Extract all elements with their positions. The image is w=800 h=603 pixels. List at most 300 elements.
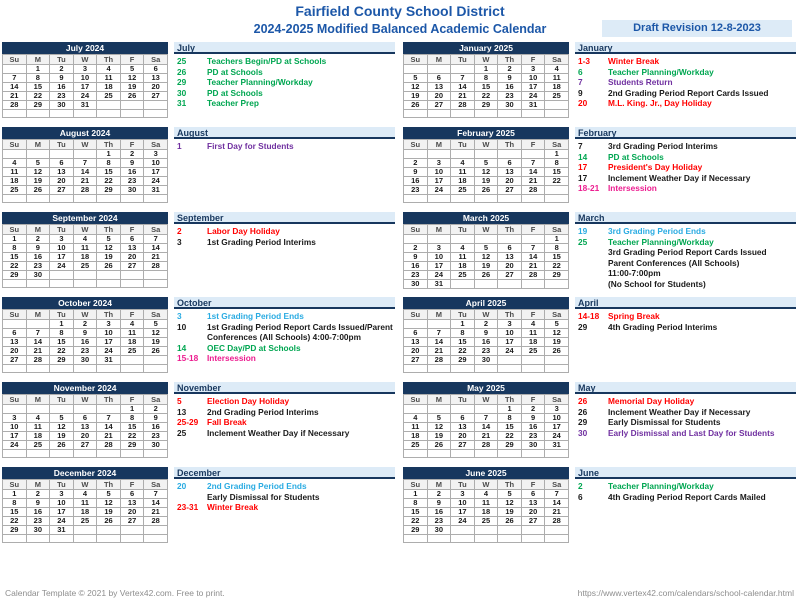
- empty-cell: [120, 526, 144, 535]
- date-cell: 28: [474, 441, 498, 450]
- date-cell: 24: [97, 347, 121, 356]
- month-events: [174, 382, 395, 461]
- event-date: 29: [578, 321, 588, 332]
- weekday-header-row: [3, 480, 168, 490]
- event-row: [575, 98, 796, 109]
- event-date: 14: [177, 342, 187, 353]
- empty-cell: [498, 526, 522, 535]
- date-cell: 28: [545, 517, 569, 526]
- highlighted-date-cell: 31: [73, 101, 97, 110]
- event-row: [575, 162, 796, 173]
- empty-cell: [50, 195, 74, 203]
- weekday-header-cell: Sa: [545, 395, 569, 405]
- empty-cell: [474, 450, 498, 458]
- event-date: 5: [177, 396, 182, 406]
- date-cell: 4: [73, 490, 97, 499]
- week-row: [3, 365, 168, 373]
- date-cell: 6: [521, 490, 545, 499]
- month-title: December 2024: [2, 467, 168, 479]
- weekday-header-cell: W: [73, 310, 97, 320]
- date-cell: 26: [97, 262, 121, 271]
- month-grid: [403, 394, 569, 458]
- date-cell: 22: [26, 92, 50, 101]
- weekday-header-cell: Tu: [451, 480, 475, 490]
- date-cell: 15: [404, 508, 428, 517]
- date-cell: 7: [427, 329, 451, 338]
- month-events: [174, 127, 395, 206]
- highlighted-date-cell: 16: [73, 338, 97, 347]
- date-cell: 9: [521, 414, 545, 423]
- event-row: [174, 343, 395, 354]
- event-date: 23-31: [177, 502, 199, 513]
- date-cell: 21: [144, 253, 168, 262]
- highlighted-date-cell: 1: [474, 65, 498, 74]
- date-cell: 5: [404, 74, 428, 83]
- date-cell: 20: [50, 177, 74, 186]
- date-cell: 1: [545, 235, 569, 244]
- month-title: March 2025: [403, 212, 569, 224]
- week-row: [3, 195, 168, 203]
- week-row: [3, 356, 168, 365]
- month-weeks: [404, 405, 569, 458]
- events-list: [575, 394, 796, 438]
- date-cell: 18: [73, 508, 97, 517]
- date-cell: 7: [521, 244, 545, 253]
- event-date: 2: [177, 226, 182, 236]
- date-cell: 12: [97, 499, 121, 508]
- events-list: [575, 224, 796, 290]
- date-cell: 14: [545, 499, 569, 508]
- month-calendar: [403, 382, 569, 461]
- date-cell: 26: [474, 186, 498, 195]
- date-cell: 3: [545, 405, 569, 414]
- event-date: 26: [578, 406, 588, 417]
- empty-cell: [73, 195, 97, 203]
- month-title: September 2024: [2, 212, 168, 224]
- date-cell: 23: [144, 432, 168, 441]
- weekday-header-cell: W: [73, 480, 97, 490]
- date-cell: 19: [97, 508, 121, 517]
- week-row: [404, 535, 569, 543]
- empty-cell: [474, 535, 498, 543]
- month-grid: [403, 54, 569, 118]
- date-cell: 25: [451, 186, 475, 195]
- weekday-header-cell: M: [26, 140, 50, 150]
- event-text: Intersession: [207, 353, 256, 364]
- empty-cell: [521, 195, 545, 203]
- page-header: [0, 0, 800, 40]
- empty-cell: [545, 356, 569, 365]
- date-cell: 11: [404, 423, 428, 432]
- empty-cell: [50, 271, 74, 280]
- date-cell: 23: [498, 92, 522, 101]
- event-row: [174, 396, 395, 407]
- month-title: October 2024: [2, 297, 168, 309]
- event-date: 14-18: [578, 311, 600, 321]
- date-cell: 22: [120, 432, 144, 441]
- event-row: [575, 247, 796, 258]
- date-cell: 1: [120, 405, 144, 414]
- date-cell: 16: [26, 508, 50, 517]
- event-text: M.L. King. Jr., Day Holiday: [608, 98, 712, 109]
- event-text: 3rd Grading Period Ends: [608, 226, 706, 236]
- weekday-header-cell: W: [73, 225, 97, 235]
- empty-cell: [50, 535, 74, 543]
- weekday-header-row: [404, 310, 569, 320]
- date-cell: 30: [144, 441, 168, 450]
- date-cell: 23: [404, 271, 428, 280]
- date-cell: 28: [144, 262, 168, 271]
- date-cell: 6: [73, 414, 97, 423]
- empty-cell: [97, 526, 121, 535]
- month-grid: [403, 224, 569, 289]
- date-cell: 31: [144, 186, 168, 195]
- empty-cell: [474, 195, 498, 203]
- date-cell: 13: [120, 244, 144, 253]
- date-cell: 13: [144, 74, 168, 83]
- weekday-header-cell: Su: [404, 480, 428, 490]
- events-month-label: November: [174, 382, 395, 394]
- date-cell: 12: [26, 168, 50, 177]
- date-cell: 18: [404, 432, 428, 441]
- date-cell: 4: [73, 235, 97, 244]
- date-cell: 26: [545, 347, 569, 356]
- empty-cell: [451, 365, 475, 373]
- week-row: [404, 280, 569, 289]
- date-cell: 20: [3, 347, 27, 356]
- date-cell: 10: [451, 499, 475, 508]
- date-cell: 14: [144, 499, 168, 508]
- date-cell: 24: [144, 177, 168, 186]
- empty-cell: [451, 110, 475, 118]
- date-cell: 1: [3, 490, 27, 499]
- week-row: [3, 535, 168, 543]
- events-list: [575, 479, 796, 502]
- date-cell: 11: [26, 423, 50, 432]
- month-title: April 2025: [403, 297, 569, 309]
- date-cell: 10: [427, 168, 451, 177]
- event-row: [174, 311, 395, 322]
- date-cell: 22: [97, 177, 121, 186]
- month-title: November 2024: [2, 382, 168, 394]
- date-cell: 13: [50, 168, 74, 177]
- empty-cell: [97, 101, 121, 110]
- event-text: Election Day Holiday: [207, 396, 290, 406]
- date-cell: 12: [427, 423, 451, 432]
- event-row: [174, 56, 395, 67]
- week-row: [3, 271, 168, 280]
- date-cell: 6: [120, 490, 144, 499]
- date-cell: 9: [73, 329, 97, 338]
- event-text: Teacher Prep: [207, 98, 259, 109]
- date-cell: 19: [144, 338, 168, 347]
- events-month-label: August: [174, 127, 395, 139]
- weekday-header-cell: Su: [404, 225, 428, 235]
- week-row: [3, 526, 168, 535]
- highlighted-date-cell: 29: [120, 441, 144, 450]
- week-row: [3, 186, 168, 195]
- date-cell: 28: [521, 271, 545, 280]
- date-cell: 31: [427, 280, 451, 289]
- date-cell: 13: [427, 83, 451, 92]
- highlighted-date-cell: 20: [498, 177, 522, 186]
- weekday-header-cell: M: [26, 480, 50, 490]
- date-cell: 20: [521, 508, 545, 517]
- weekday-header-cell: Th: [498, 480, 522, 490]
- date-cell: 19: [120, 83, 144, 92]
- month-calendar: [2, 42, 168, 121]
- date-cell: 1: [498, 405, 522, 414]
- calendar-grid-area: [0, 40, 800, 552]
- weekday-header-row: [404, 140, 569, 150]
- date-cell: 18: [545, 83, 569, 92]
- events-list: [174, 479, 395, 513]
- date-cell: 19: [545, 338, 569, 347]
- event-date: 15-18: [177, 353, 199, 364]
- date-cell: 26: [474, 271, 498, 280]
- weekday-header-cell: Sa: [545, 140, 569, 150]
- month-block: [403, 297, 796, 376]
- date-cell: 8: [451, 329, 475, 338]
- date-cell: 12: [144, 329, 168, 338]
- date-cell: 7: [144, 490, 168, 499]
- event-text: Memorial Day Holiday: [608, 396, 695, 406]
- empty-cell: [50, 280, 74, 288]
- date-cell: 24: [521, 92, 545, 101]
- date-cell: 16: [50, 83, 74, 92]
- events-list: [174, 54, 395, 109]
- date-cell: 14: [73, 168, 97, 177]
- event-text: Teacher Planning/Workday: [608, 66, 714, 77]
- empty-cell: [545, 110, 569, 118]
- date-cell: 28: [427, 356, 451, 365]
- empty-cell: [474, 110, 498, 118]
- date-cell: 15: [26, 83, 50, 92]
- events-month-label: January: [575, 42, 796, 54]
- date-cell: 14: [3, 83, 27, 92]
- date-cell: 2: [120, 150, 144, 159]
- date-cell: 11: [120, 329, 144, 338]
- event-row: [575, 152, 796, 163]
- weekday-header-cell: Sa: [545, 55, 569, 65]
- highlighted-date-cell: 30: [50, 101, 74, 110]
- empty-cell: [97, 195, 121, 203]
- weekday-header-cell: M: [427, 480, 451, 490]
- week-row: [404, 517, 569, 526]
- date-cell: 2: [26, 490, 50, 499]
- event-date: 19: [578, 226, 588, 236]
- empty-cell: [451, 526, 475, 535]
- date-cell: 2: [474, 320, 498, 329]
- empty-cell: [451, 535, 475, 543]
- highlighted-date-cell: 3: [521, 65, 545, 74]
- date-cell: 6: [451, 414, 475, 423]
- date-cell: 29: [3, 271, 27, 280]
- date-cell: 29: [451, 356, 475, 365]
- date-cell: 2: [521, 405, 545, 414]
- month-block: [403, 42, 796, 121]
- event-text: PD at Schools: [608, 151, 664, 162]
- empty-cell: [120, 280, 144, 288]
- event-text: 1st Grading Period Ends: [207, 311, 304, 321]
- event-row: [575, 492, 796, 503]
- event-date: 29: [578, 417, 588, 428]
- date-cell: 17: [144, 168, 168, 177]
- month-calendar: [2, 467, 168, 546]
- month-events: [575, 212, 796, 291]
- date-cell: 23: [120, 177, 144, 186]
- highlighted-date-cell: 14: [427, 338, 451, 347]
- month-title: June 2025: [403, 467, 569, 479]
- empty-cell: [498, 110, 522, 118]
- weekday-header-cell: F: [120, 225, 144, 235]
- month-grid: [2, 309, 168, 373]
- highlighted-date-cell: 27: [73, 441, 97, 450]
- weekday-header-cell: F: [521, 310, 545, 320]
- month-weeks: [404, 490, 569, 543]
- empty-cell: [3, 195, 27, 203]
- empty-cell: [545, 186, 569, 195]
- weekday-header-row: [404, 395, 569, 405]
- event-text: Spring Break: [608, 311, 660, 321]
- event-row: [174, 226, 395, 237]
- empty-cell: [404, 195, 428, 203]
- month-grid: [403, 139, 569, 203]
- date-cell: 28: [26, 356, 50, 365]
- date-cell: 18: [26, 432, 50, 441]
- date-cell: 3: [3, 414, 27, 423]
- empty-cell: [26, 365, 50, 373]
- empty-cell: [521, 356, 545, 365]
- date-cell: 26: [144, 347, 168, 356]
- empty-cell: [427, 365, 451, 373]
- weekday-header-cell: Tu: [451, 55, 475, 65]
- highlighted-date-cell: 18: [120, 338, 144, 347]
- empty-cell: [144, 280, 168, 288]
- date-cell: 3: [50, 235, 74, 244]
- weekday-header-cell: F: [120, 140, 144, 150]
- date-cell: 16: [427, 508, 451, 517]
- highlighted-date-cell: 15: [50, 338, 74, 347]
- weekday-header-cell: F: [120, 55, 144, 65]
- event-row: [575, 77, 796, 88]
- month-grid: [2, 224, 168, 288]
- empty-cell: [521, 526, 545, 535]
- event-date: 29: [177, 77, 187, 88]
- weekday-header-cell: Sa: [144, 55, 168, 65]
- event-date: 30: [177, 87, 187, 98]
- date-cell: 4: [474, 490, 498, 499]
- highlighted-date-cell: 30: [521, 441, 545, 450]
- date-cell: 2: [144, 405, 168, 414]
- month-grid: [2, 394, 168, 458]
- weekday-header-cell: F: [521, 55, 545, 65]
- event-text: Inclement Weather Day if Necessary: [608, 406, 751, 417]
- date-cell: 21: [26, 347, 50, 356]
- event-date: 10: [177, 321, 187, 332]
- event-date: 25-29: [177, 417, 199, 428]
- month-calendar: [403, 212, 569, 291]
- date-cell: 17: [427, 262, 451, 271]
- month-calendar: [403, 467, 569, 546]
- date-cell: 5: [427, 414, 451, 423]
- date-cell: 30: [498, 101, 522, 110]
- date-cell: 20: [498, 262, 522, 271]
- empty-cell: [26, 195, 50, 203]
- date-cell: 31: [545, 441, 569, 450]
- date-cell: 9: [498, 74, 522, 83]
- highlighted-date-cell: 27: [120, 517, 144, 526]
- date-cell: 29: [97, 186, 121, 195]
- weekday-header-row: [404, 480, 569, 490]
- events-list: [174, 139, 395, 152]
- date-cell: 30: [404, 280, 428, 289]
- highlighted-date-cell: 5: [50, 414, 74, 423]
- event-date: 26: [578, 396, 588, 406]
- highlighted-date-cell: 16: [474, 338, 498, 347]
- month-weeks: [404, 320, 569, 373]
- date-cell: 15: [120, 423, 144, 432]
- empty-cell: [26, 450, 50, 458]
- date-cell: 6: [498, 244, 522, 253]
- highlighted-date-cell: 29: [26, 101, 50, 110]
- week-row: [404, 186, 569, 195]
- event-text: 4th Grading Period Interims: [608, 321, 718, 332]
- date-cell: 16: [521, 423, 545, 432]
- month-weeks: [404, 150, 569, 203]
- week-row: [404, 356, 569, 365]
- weekday-header-cell: Sa: [545, 310, 569, 320]
- date-cell: 16: [498, 83, 522, 92]
- event-row: [174, 407, 395, 418]
- date-cell: 8: [120, 414, 144, 423]
- month-calendar: [403, 42, 569, 121]
- event-date: 26: [177, 66, 187, 77]
- date-cell: 22: [451, 347, 475, 356]
- date-cell: 25: [474, 517, 498, 526]
- date-cell: 11: [97, 74, 121, 83]
- month-weeks: [404, 65, 569, 118]
- date-cell: 15: [474, 83, 498, 92]
- weekday-header-row: [404, 225, 569, 235]
- event-text: Teacher Planning/Workday: [608, 481, 714, 491]
- event-text: Winter Break: [608, 56, 660, 66]
- empty-cell: [3, 280, 27, 288]
- weekday-header-cell: W: [73, 55, 97, 65]
- month-events: [174, 467, 395, 546]
- date-cell: 10: [498, 329, 522, 338]
- weekday-header-row: [3, 310, 168, 320]
- week-row: [404, 441, 569, 450]
- weekday-header-cell: Th: [97, 310, 121, 320]
- date-cell: 26: [26, 186, 50, 195]
- month-weeks: [404, 235, 569, 289]
- weekday-header-row: [3, 225, 168, 235]
- event-text: Teachers Begin/PD at Schools: [207, 56, 327, 66]
- empty-cell: [73, 110, 97, 118]
- month-events: [575, 127, 796, 206]
- events-month-label: June: [575, 467, 796, 479]
- date-cell: 7: [73, 159, 97, 168]
- date-cell: 15: [3, 253, 27, 262]
- event-text: Labor Day Holiday: [207, 226, 280, 236]
- event-text: Intersession: [608, 183, 657, 194]
- date-cell: 5: [498, 490, 522, 499]
- event-date: 9: [578, 87, 583, 98]
- date-cell: 17: [50, 508, 74, 517]
- month-weeks: [3, 150, 168, 203]
- empty-cell: [404, 535, 428, 543]
